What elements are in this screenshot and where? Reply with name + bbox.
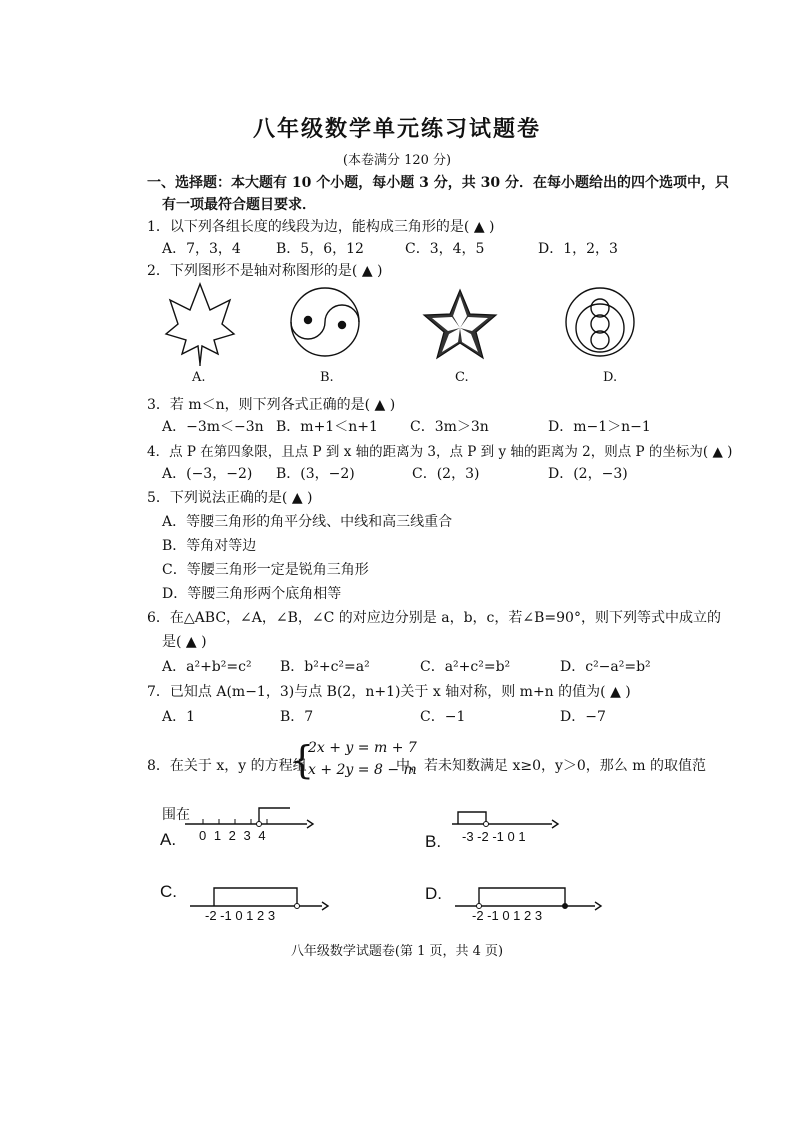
q2-label-c: C. xyxy=(455,370,469,385)
q4-stem: 4．点 P 在第四象限，且点 P 到 x 轴的距离为 3，点 P 到 y 轴的距离为 2，则点 P 的坐标为( ▲ ) xyxy=(147,444,733,460)
q2-label-b: B. xyxy=(320,370,334,385)
q6-stem-line2: 是( ▲ ) xyxy=(162,634,207,650)
q4-option-d: D．(2，−3) xyxy=(548,466,628,482)
numberline-c-ticks: -2 -1 0 1 2 3 xyxy=(205,908,276,923)
q7-option-c: C．−1 xyxy=(420,709,466,725)
page-subtitle: (本卷满分 120 分) xyxy=(342,153,452,168)
q5-stem: 5．下列说法正确的是( ▲ ) xyxy=(147,490,313,506)
q8-label-b: B. xyxy=(425,832,442,851)
q1-option-d: D．1，2，3 xyxy=(538,241,618,257)
section1-line1: 一、选择题：本大题有 10 个小题，每小题 3 分，共 30 分．在每小题给出的四个选项中，只 xyxy=(147,175,729,191)
q8-label-c: C. xyxy=(160,882,177,901)
q7-option-a: A．1 xyxy=(162,709,196,725)
q8-line2: 围在 xyxy=(162,807,190,823)
q5-option-b: B．等角对等边 xyxy=(162,538,257,554)
numberline-a-ticks: 0 1 2 3 4 xyxy=(199,828,268,843)
star-figure xyxy=(424,290,496,358)
q6-stem-line1: 6．在△ABC，∠A，∠B，∠C 的对应边分别是 a，b，c，若∠B=90°，则下列等式中成立的 xyxy=(147,610,721,626)
q1-stem: 1．以下列各组长度的线段为边，能构成三角形的是( ▲ ) xyxy=(147,219,495,235)
q5-option-c: C．等腰三角形一定是锐角三角形 xyxy=(162,562,369,578)
q8-prefix: 8．在关于 x，y 的方程组 xyxy=(147,758,307,774)
q3-option-c: C．3m＞3n xyxy=(410,419,489,435)
q8-suffix: 中，若未知数满足 x≥0，y＞0，那么 m 的取值范 xyxy=(396,758,706,774)
page-title: 八年级数学单元练习试题卷 xyxy=(252,116,541,142)
q1-option-b: B．5，6，12 xyxy=(276,241,364,257)
q3-option-d: D．m−1＞n−1 xyxy=(548,419,651,435)
section1-line2: 有一项最符合题目要求． xyxy=(162,197,316,213)
q1-option-a: A．7，3，4 xyxy=(162,241,241,257)
yin-yang-figure xyxy=(291,288,359,356)
q1-option-c: C．3，4，5 xyxy=(405,241,485,257)
q6-option-d: D．c²−a²=b² xyxy=(560,659,651,675)
circles-figure xyxy=(566,288,634,356)
q8-label-d: D. xyxy=(425,884,442,903)
q2-figures xyxy=(160,280,720,390)
page-footer: 八年级数学试题卷(第 1 页，共 4 页) xyxy=(290,944,504,959)
q4-option-b: B．(3，−2) xyxy=(276,466,355,482)
q5-option-d: D．等腰三角形两个底角相等 xyxy=(162,586,342,602)
numberline-b-ticks: -3 -2 -1 0 1 xyxy=(462,829,526,844)
q4-option-a: A．(−3，−2) xyxy=(162,466,253,482)
maple-leaf-figure xyxy=(166,284,234,366)
q2-label-a: A. xyxy=(192,370,206,385)
q6-option-a: A．a²+b²=c² xyxy=(162,659,252,675)
q3-stem: 3．若 m＜n，则下列各式正确的是( ▲ ) xyxy=(147,397,396,413)
q7-option-d: D．−7 xyxy=(560,709,606,725)
q7-stem: 7．已知点 A(m−1，3)与点 B(2，n+1)关于 x 轴对称，则 m+n 的值为( ▲ ) xyxy=(147,684,631,700)
q8-label-a: A. xyxy=(160,830,177,849)
q2-label-d: D. xyxy=(603,370,618,385)
q7-option-b: B．7 xyxy=(280,709,314,725)
q8-eq2: x + 2y = 8 − m xyxy=(308,762,417,778)
q6-option-c: C．a²+c²=b² xyxy=(420,659,511,675)
q3-option-a: A．−3m＜−3n xyxy=(162,419,264,435)
numberline-d-ticks: -2 -1 0 1 2 3 xyxy=(472,908,543,923)
q6-option-b: B．b²+c²=a² xyxy=(280,659,370,675)
q2-stem: 2．下列图形不是轴对称图形的是( ▲ ) xyxy=(147,263,383,279)
q4-option-c: C．(2，3) xyxy=(412,466,480,482)
q3-option-b: B．m+1＜n+1 xyxy=(276,419,378,435)
q8-brace: { xyxy=(290,738,315,782)
q5-option-a: A．等腰三角形的角平分线、中线和高三线重合 xyxy=(162,514,453,530)
q8-eq1: 2x + y = m + 7 xyxy=(308,740,417,756)
